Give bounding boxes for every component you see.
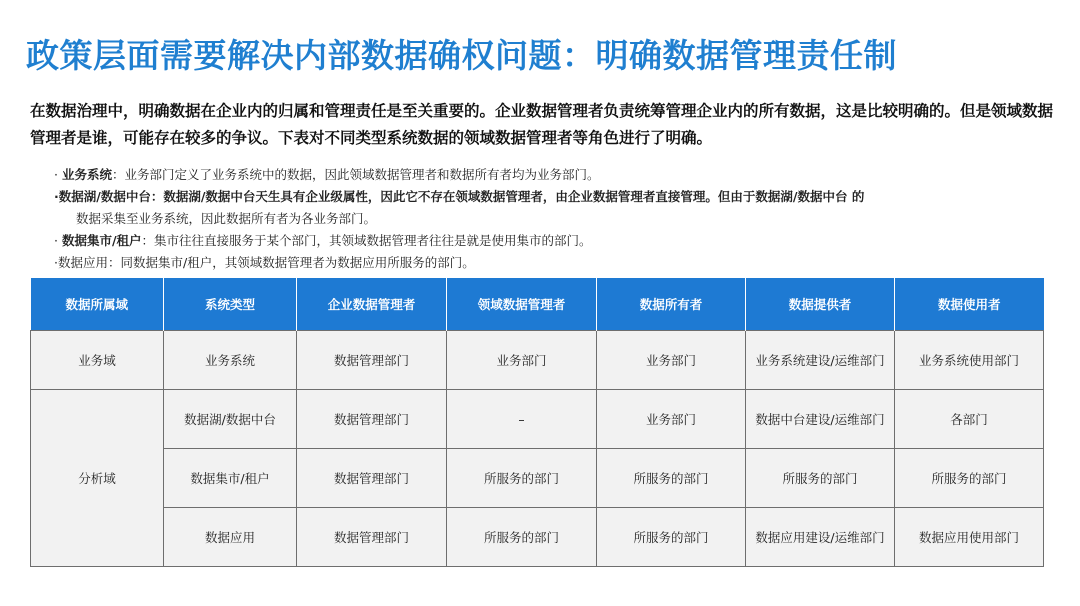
table-cell: 所服务的部门 — [895, 449, 1044, 508]
table-row — [31, 331, 1044, 390]
bullet-data-lake — [54, 186, 1064, 230]
bullet-marker: · — [54, 189, 59, 204]
bullet-marker: · — [54, 167, 62, 182]
table-cell: – — [447, 390, 597, 449]
header-cell: 企业数据管理者 — [297, 278, 447, 331]
table-row — [31, 508, 1044, 567]
table-cell: 所服务的部门 — [746, 449, 895, 508]
domain-cell: 分析域 — [31, 390, 164, 567]
data-role-table — [30, 278, 1044, 567]
header-cell: 数据使用者 — [895, 278, 1044, 331]
table-cell: 数据湖/数据中台 — [164, 390, 297, 449]
header-cell: 数据提供者 — [746, 278, 895, 331]
table-cell: 所服务的部门 — [447, 508, 597, 567]
table-cell: 所服务的部门 — [597, 449, 746, 508]
page-title: 政策层面需要解决内部数据确权问题：明确数据管理责任制 — [26, 36, 897, 75]
bullet-label: 业务系统 — [61, 167, 112, 182]
table-cell: 数据中台建设/运维部门 — [746, 390, 895, 449]
bullet-list — [54, 164, 1064, 274]
table-cell: 业务部门 — [447, 331, 597, 390]
table-cell: 业务系统 — [164, 331, 297, 390]
table-row — [31, 449, 1044, 508]
bullet-text: ：集市往往直接服务于某个部门，其领域数据管理者往往是就是使用集市的部门。 — [141, 233, 592, 248]
header-cell: 系统类型 — [164, 278, 297, 331]
table-header-row — [31, 278, 1044, 331]
table-cell: 数据应用 — [164, 508, 297, 567]
bullet-marker: · — [54, 233, 62, 248]
bullet-text: ：业务部门定义了业务系统中的数据，因此领域数据管理者和数据所有者均为业务部门。 — [111, 167, 600, 182]
bullet-data-mart — [54, 230, 1064, 252]
bullet-business-system — [54, 164, 1064, 186]
table-cell: 所服务的部门 — [597, 508, 746, 567]
header-cell: 领域数据管理者 — [447, 278, 597, 331]
table-cell: 所服务的部门 — [447, 449, 597, 508]
table-cell: 数据管理部门 — [297, 449, 447, 508]
table-cell: 数据应用使用部门 — [895, 508, 1044, 567]
table-cell: 各部门 — [895, 390, 1044, 449]
table-cell: 数据管理部门 — [297, 331, 447, 390]
bullet-data-application — [54, 252, 1064, 274]
bullet-label: 数据集市/租户 — [61, 233, 142, 248]
bullet-label: 数据湖/数据中台 — [58, 189, 151, 204]
table-cell: 业务部门 — [597, 390, 746, 449]
header-cell: 数据所属域 — [31, 278, 164, 331]
bullet-marker: · — [54, 255, 58, 270]
table-cell: 数据应用建设/运维部门 — [746, 508, 895, 567]
table-cell: 业务系统建设/运维部门 — [746, 331, 895, 390]
table-cell: 数据管理部门 — [297, 508, 447, 567]
bullet-text: ：数据湖/数据中台天生具有企业级属性，因此它不存在领域数据管理者，由企业数据管理者直接管理。但由于数据湖/数据中台 的 — [150, 189, 865, 204]
table-cell: 业务系统使用部门 — [895, 331, 1044, 390]
bullet-continuation: 数据采集至业务系统，因此数据所有者为各业务部门。 — [76, 211, 377, 226]
table-row — [31, 390, 1044, 449]
table-cell: 数据管理部门 — [297, 390, 447, 449]
bullet-text: 数据应用：同数据集市/租户，其领域数据管理者为数据应用所服务的部门。 — [57, 255, 475, 270]
table-cell: 业务部门 — [597, 331, 746, 390]
table-cell: 数据集市/租户 — [164, 449, 297, 508]
header-cell: 数据所有者 — [597, 278, 746, 331]
intro-paragraph: 在数据治理中，明确数据在企业内的归属和管理责任是至关重要的。企业数据管理者负责统筹管理企业内的所有数据，这是比较明确的。但是领域数据管理者是谁，可能存在较多的争议。下表对不同类型系统数据的领域数据管理者等角色进行了明确。 — [30, 102, 1054, 147]
domain-cell: 业务域 — [31, 331, 164, 390]
